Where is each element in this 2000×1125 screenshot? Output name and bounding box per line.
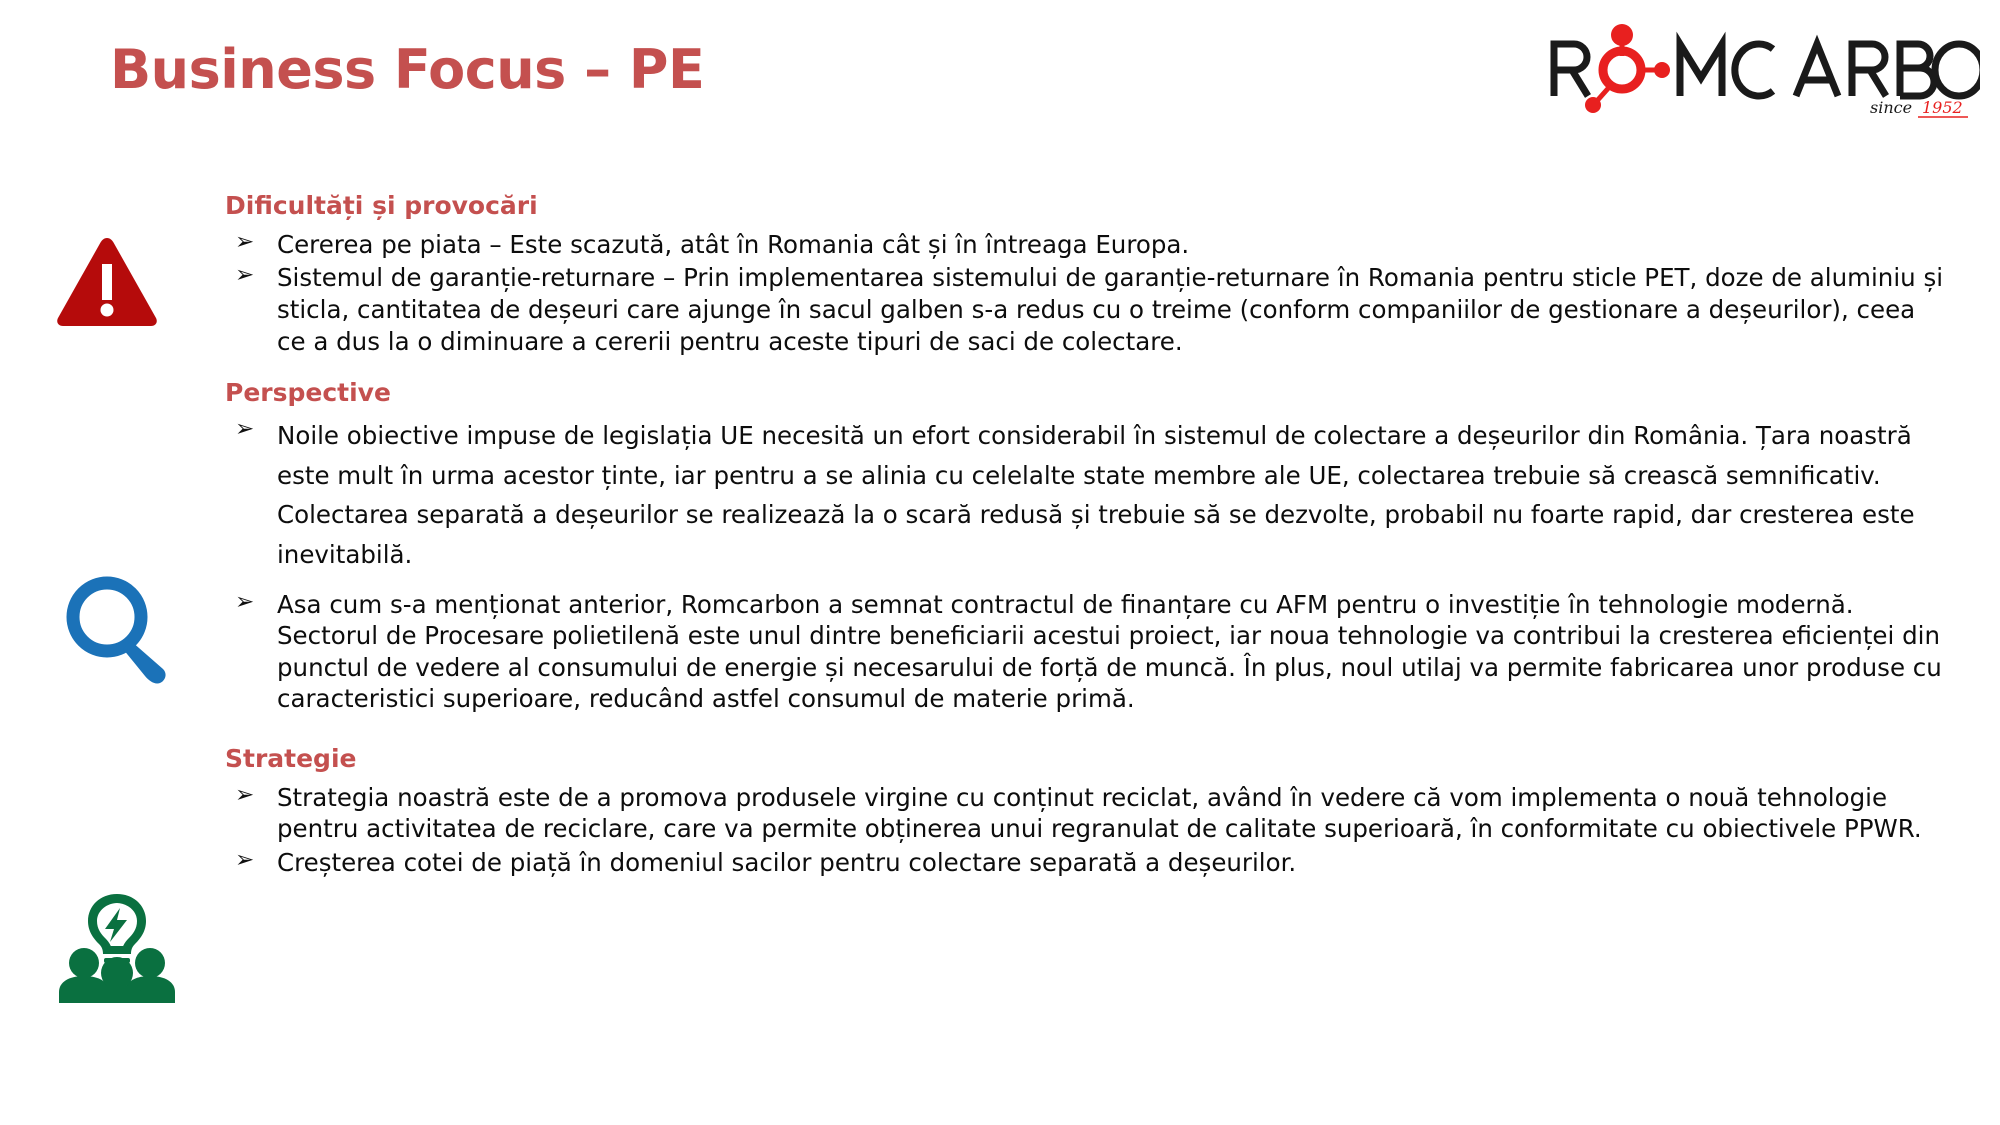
bullet-list-strategie [225, 782, 1945, 879]
bullet-list-dificultati [225, 229, 1945, 357]
section-strategie [225, 745, 1945, 879]
bullet-list-perspective [225, 416, 1945, 715]
list-item [225, 262, 1945, 357]
team-idea-icon [55, 888, 180, 1003]
logo-tagline-since: since [1870, 98, 1913, 117]
warning-triangle-icon [52, 232, 162, 332]
list-item [225, 589, 1945, 715]
list-item [225, 416, 1945, 575]
bullet-text: Creșterea cotei de piață în domeniul sacilor pentru colectare separată a deșeurilor. [277, 847, 1297, 877]
bullet-text: Asa cum s-a menționat anterior, Romcarbon a semnat contractul de finanțare cu AFM pentru o investiție în tehnologie modernă. Sectorul de Procesare polietilenă este unul dintre beneficiarii acestui proiect, iar noua tehnologie va contribui la cresterea eficienței din punctul de vedere al consumului de energie și necesarului de forță de muncă. În plus, noul utilaj va permite fabricarea unor produse cu caracteristici superioare, reducând astfel consumul de materie primă. [277, 589, 1942, 714]
logo-tagline-year: 1952 [1922, 98, 1963, 117]
molecule-o-icon [1585, 24, 1670, 113]
romcarbon-logo [1540, 18, 1980, 118]
section-heading-dificultati: Dificultăți și provocări [225, 191, 538, 220]
section-dificultati [225, 192, 1945, 357]
arrow-bullet-icon: ➢ [235, 846, 255, 873]
arrow-bullet-icon: ➢ [235, 415, 255, 442]
section-perspective [225, 379, 1945, 715]
bullet-text: Strategia noastră este de a promova produsele virgine cu conținut reciclat, având în vedere că vom implementa o nouă tehnologie pentru activitatea de reciclare, care va permite obținerea unui regranulat de calitate superioară, în conformitate cu obiectivele PPWR. [277, 782, 1922, 844]
bullet-text: Cererea pe piata – Este scazută, atât în Romania cât și în întreaga Europa. [277, 229, 1190, 259]
bullet-text: Noile obiective impuse de legislația UE necesită un efort considerabil în sistemul de colectare a deșeurilor din România. Țara noastră este mult în urma acestor ținte, iar pentru a se alinia cu celelalte state membre ale UE, colectarea trebuie să crească semnificativ. Colectarea separată a deșeurilor se realizează la o scară redusă și trebuie să se dezvolte, probabil nu foarte rapid, dar cresterea este inevitabilă. [277, 420, 1915, 569]
list-item [225, 782, 1945, 845]
bullet-text: Sistemul de garanție-returnare – Prin implementarea sistemului de garanție-returnare în Romania pentru sticle PET, doze de aluminiu și sticla, cantitatea de deșeuri care ajunge în sacul galben s-a redus cu o treime (conform companiilor de gestionare a deșeurilor), ceea ce a dus la o diminuare a cererii pentru aceste tipuri de saci de colectare. [277, 263, 1944, 356]
arrow-bullet-icon: ➢ [235, 588, 255, 615]
arrow-bullet-icon: ➢ [235, 228, 255, 255]
list-item [225, 229, 1945, 261]
page-title: Business Focus – PE [110, 38, 705, 101]
magnifier-icon [55, 565, 180, 690]
arrow-bullet-icon: ➢ [235, 262, 255, 289]
section-heading-perspective: Perspective [225, 378, 391, 408]
arrow-bullet-icon: ➢ [235, 781, 255, 808]
section-heading-strategie: Strategie [225, 744, 357, 773]
content-column [225, 192, 1945, 881]
list-item [225, 847, 1945, 879]
